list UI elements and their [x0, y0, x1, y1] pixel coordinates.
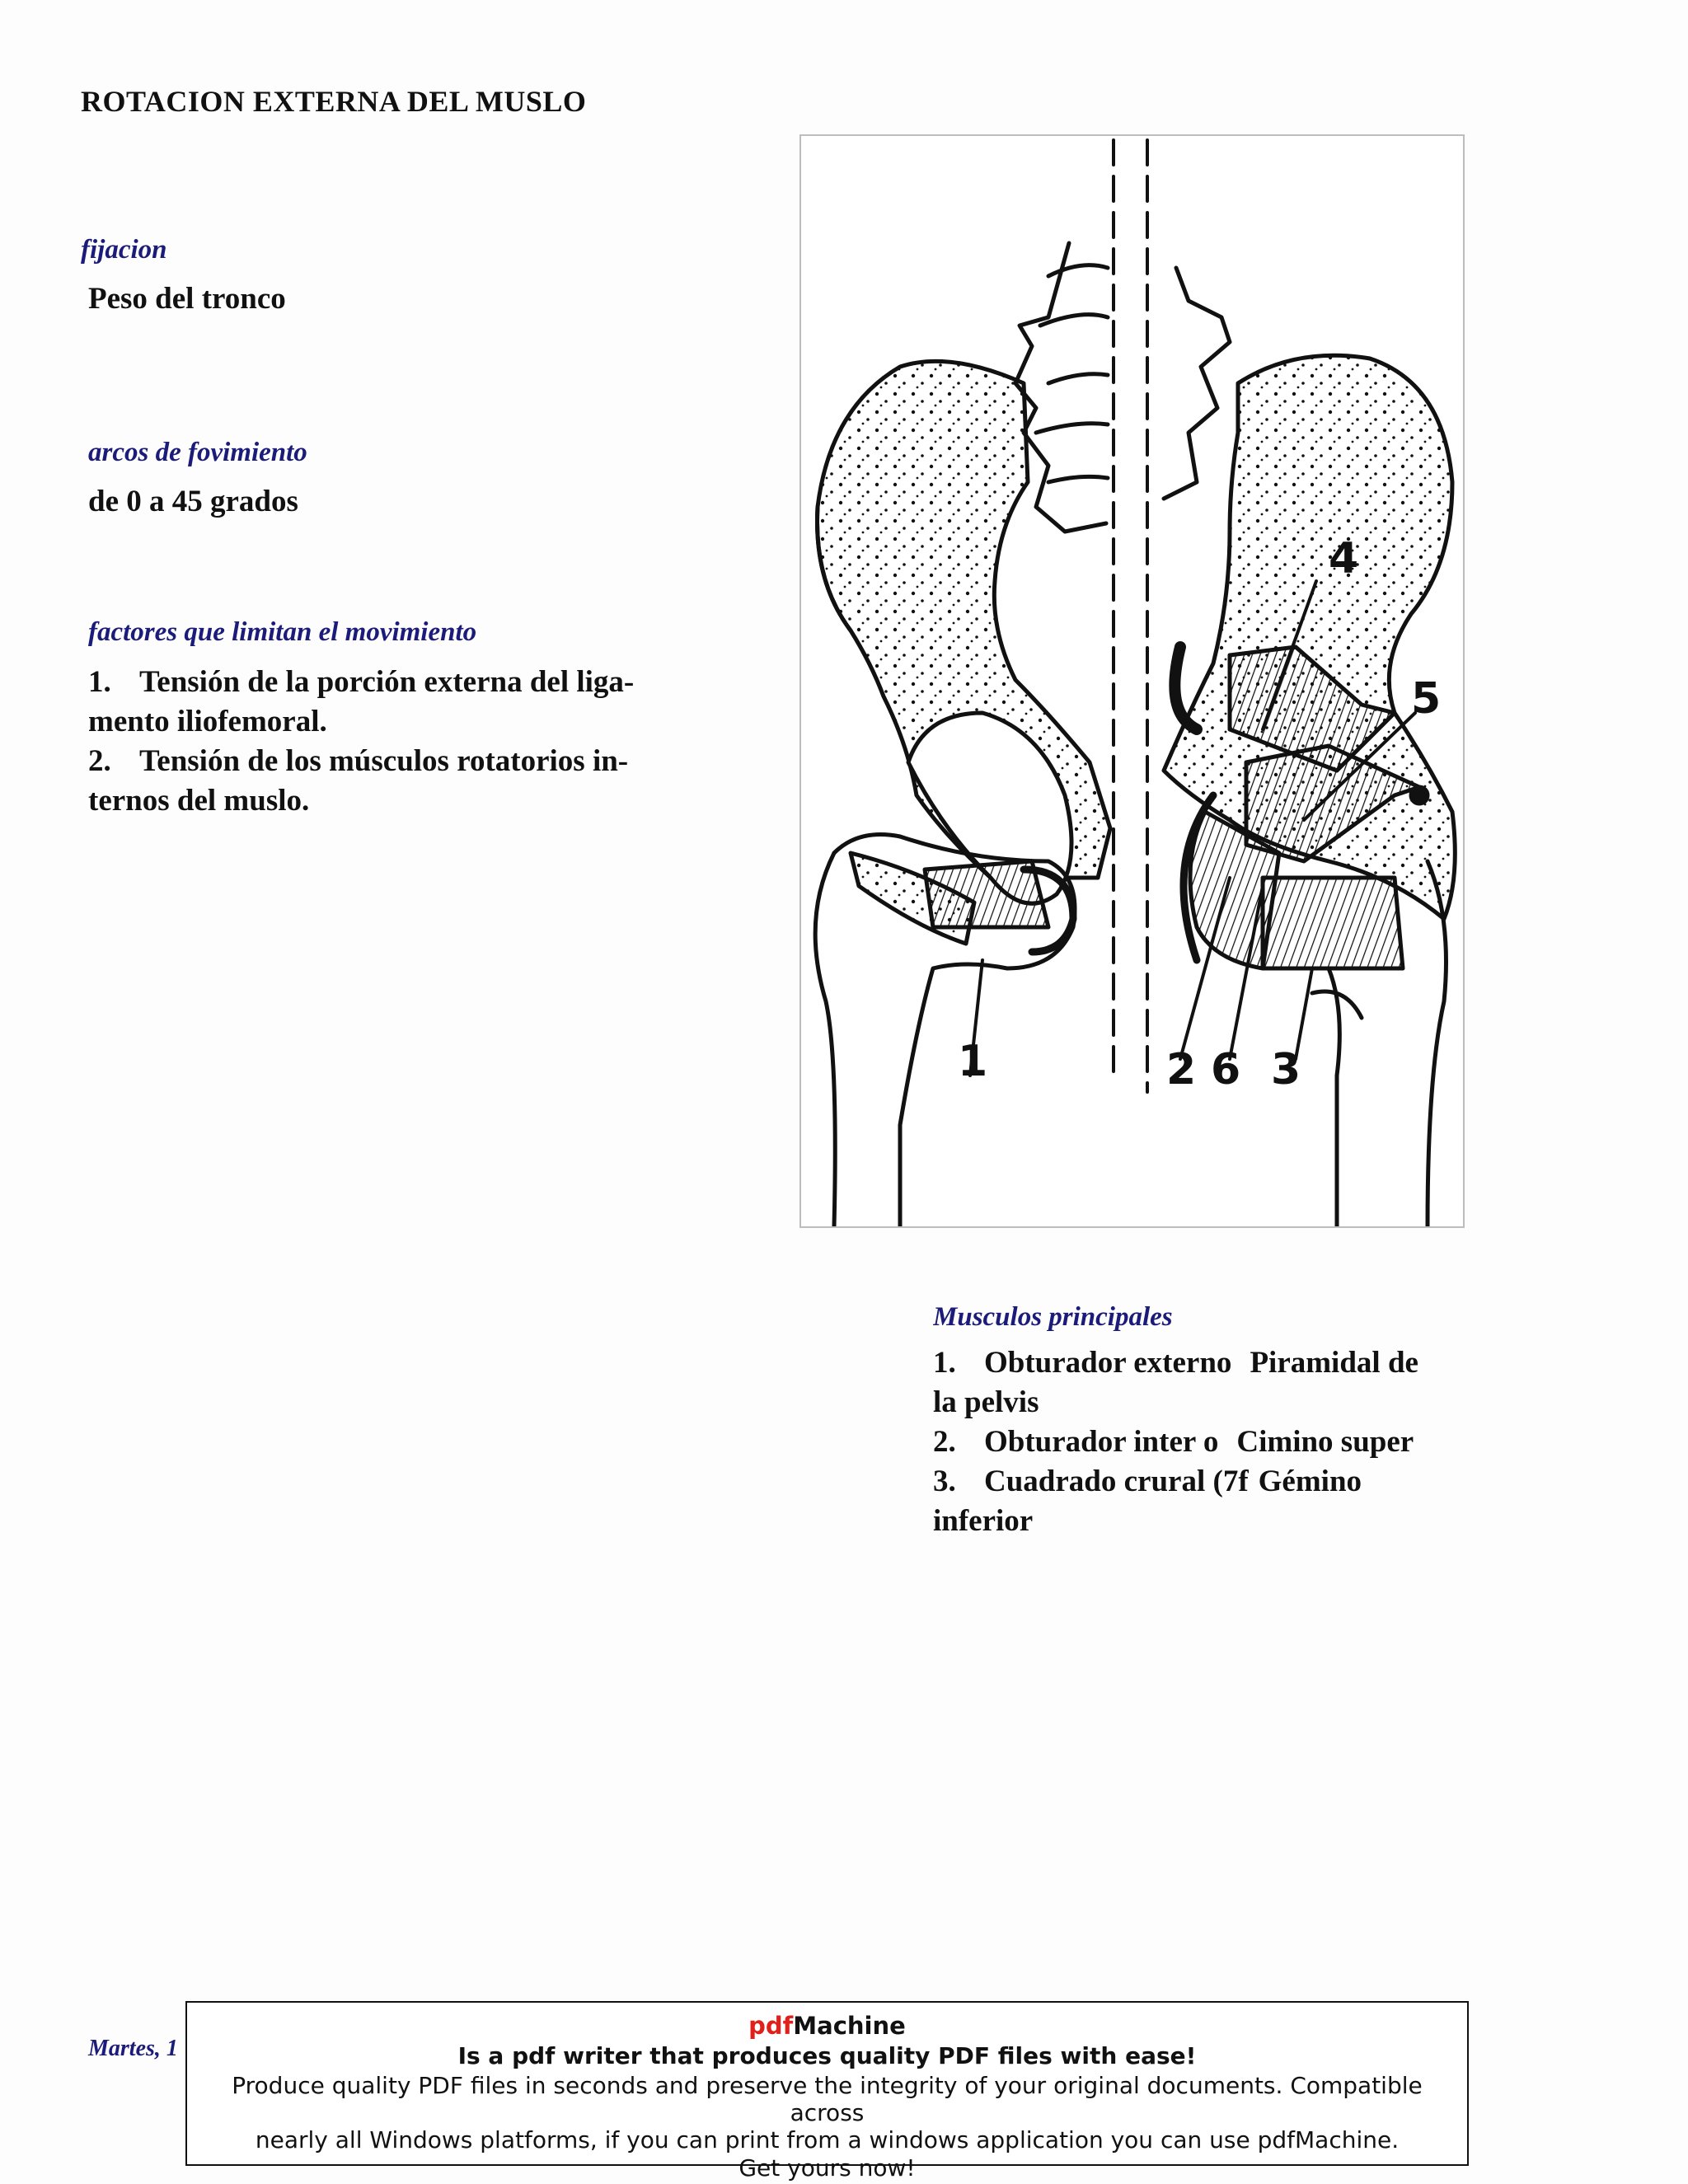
muscles-section [933, 1302, 1461, 1541]
limits-item: 2. Tensión de los músculos rotatorios in- [88, 744, 629, 778]
list-item: 1. Obturador externo Piramidal de [933, 1346, 1418, 1380]
pelvis-illustration [801, 136, 1463, 1226]
muscles-heading: Musculos principales [933, 1302, 1173, 1332]
anatomy-figure [799, 134, 1465, 1228]
fixation-text: Peso del tronco [88, 282, 286, 316]
right-femur [1428, 861, 1447, 1226]
figure-label-5: 5 [1411, 674, 1442, 724]
quadratus-femoris-muscle [1263, 878, 1403, 968]
footer-date: Martes, 1 [88, 2036, 178, 2061]
ad-cta-link[interactable]: Get yours now! [738, 2154, 916, 2182]
limits-heading: factores que limitan el movimiento [88, 617, 477, 647]
range-heading: arcos de fovimiento [88, 438, 307, 467]
figure-label-1: 1 [958, 1037, 988, 1086]
ad-tagline: Is a pdf writer that produces quality PDF files with ease! [457, 2042, 1197, 2069]
figure-label-3: 3 [1271, 1045, 1301, 1094]
list-item: 3. Cuadrado crural (7f Gémino [933, 1465, 1362, 1498]
figure-label-6: 6 [1211, 1045, 1241, 1094]
fixation-heading: fijacion [81, 235, 167, 265]
limits-item: 1. Tensión de la porción externa del liga- [88, 665, 635, 699]
muscles-list: 1. Obturador externo Piramidal de la pelvis 2. Obturador inter o Cimino super 3. Cuadrado crural (7f Gémino inferior [933, 1343, 1461, 1541]
spine-left [1015, 243, 1106, 532]
range-text: de 0 a 45 grados [88, 485, 298, 518]
figure-label-2: 2 [1166, 1045, 1197, 1094]
ad-brand: pdfMachine [748, 2012, 906, 2040]
limits-list: 1. Tensión de la porción externa del liga- mento iliofemoral. 2. Tensión de los músculos rotatorios in- ternos del muslo. [88, 663, 634, 821]
spine-right [1164, 268, 1230, 499]
pdfmachine-banner[interactable] [185, 2001, 1469, 2182]
ad-description: Produce quality PDF files in seconds and preserve the integrity of your original documents. Compatible across nearly all Windows platforms, if you can print from a windows application you can use pdfMachine. [232, 2072, 1423, 2154]
figure-label-4: 4 [1329, 534, 1359, 583]
list-item: 2. Obturador inter o Cimino super [933, 1425, 1414, 1459]
page-title: ROTACION EXTERNA DEL MUSLO [81, 85, 587, 118]
